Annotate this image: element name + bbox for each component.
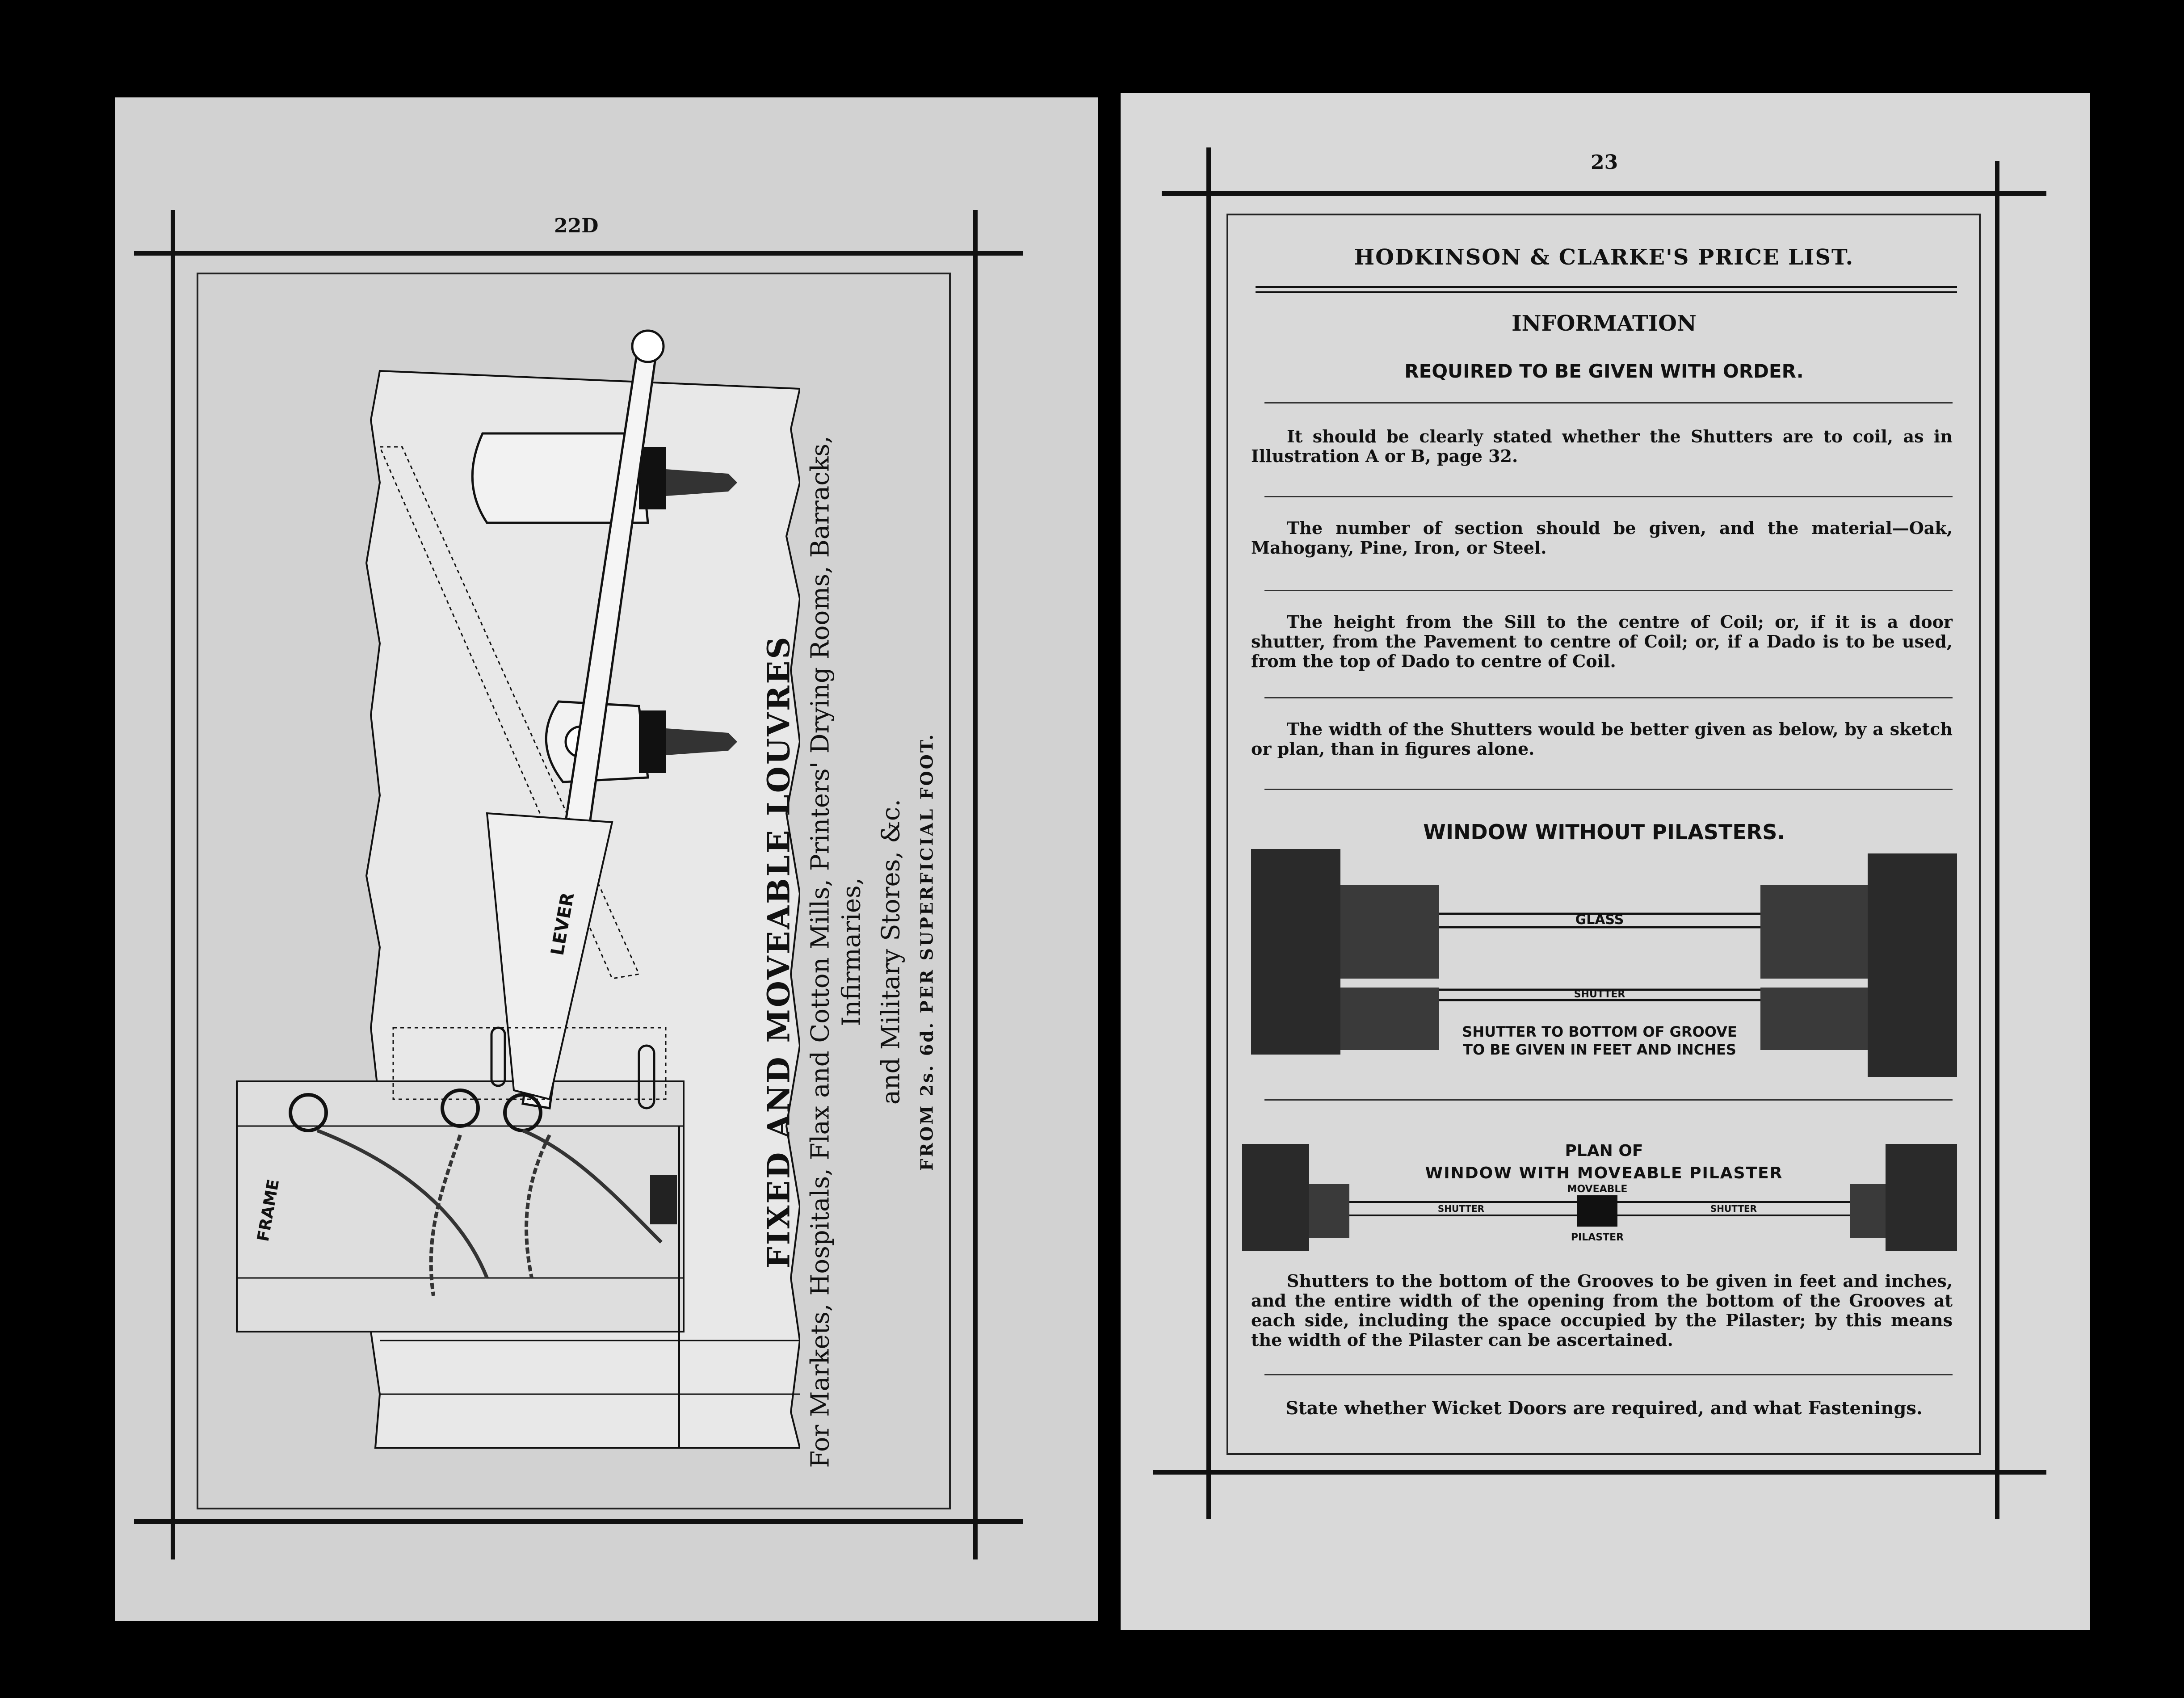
glass-label: GLASS [1575,912,1624,928]
separator [1264,590,1953,591]
separator [1264,402,1953,403]
separator [1264,496,1953,497]
louvre-description-1: For Markets, Hospitals, Flax and Cotton Mills, Printers' Drying Rooms, Barracks, Infirmaries, [806,436,866,1468]
price-list-header: HODKINSON & CLARKE'S PRICE LIST. [1354,245,1854,270]
frame-label: FRAME [254,1177,283,1243]
footer-note: State whether Wicket Doors are required, and what Fastenings. [1285,1398,1923,1419]
separator [1264,789,1953,790]
window-without-pilasters-diagram [1247,840,1961,1090]
louvre-illustration [210,313,800,1457]
section-title: INFORMATION [1512,311,1697,336]
louvre-price: FROM 2s. 6d. PER SUPERFICIAL FOOT. [916,732,937,1171]
bottom-rule [1153,1470,2046,1475]
header-double-rule [1256,286,1957,288]
pilaster-label: PILASTER [1571,1232,1624,1243]
header-double-rule [1256,291,1957,293]
separator [1264,1374,1953,1375]
shutter-label: SHUTTER [1574,989,1625,1000]
diagram1-caption-2: TO BE GIVEN IN FEET AND INCHES [1463,1041,1736,1058]
diagram2-title-2: WINDOW WITH MOVEABLE PILASTER [1425,1164,1783,1182]
left-rule [171,210,175,1559]
moveable-label: MOVEABLE [1567,1184,1628,1195]
louvre-heading: FIXED AND MOVEABLE LOUVRES [761,635,797,1269]
paragraph-3: The height from the Sill to the centre of Coil; or, if it is a door shutter, from the Pavement to centre of Coil; or, if a Dado is to be used, from the top of Dado to centre of Coil. [1251,612,1953,671]
louvre-caption [761,416,937,1488]
bottom-rule [134,1519,1023,1524]
left-rule [1206,147,1211,1519]
separator [1264,697,1953,698]
right-rule [1995,161,1999,1519]
page-number: 22D [554,214,599,237]
top-rule [134,251,1023,256]
paragraph-4: The width of the Shutters would be better given as below, by a sketch or plan, than in figures alone. [1251,719,1953,759]
section-subtitle: REQUIRED TO BE GIVEN WITH ORDER. [1404,360,1804,382]
shutter-label-right: SHUTTER [1710,1203,1757,1214]
window-with-moveable-pilaster-diagram [1238,1135,1961,1260]
louvre-description-2: and Military Stores, &c. [876,799,906,1105]
separator [1264,1099,1953,1101]
right-rule [973,210,978,1559]
diagram2-title-1: PLAN OF [1565,1142,1643,1160]
diagram1-title: WINDOW WITHOUT PILASTERS. [1423,820,1785,844]
paragraph-1: It should be clearly stated whether the Shutters are to coil, as in Illustration A or B, page 32. [1251,426,1953,466]
top-rule [1162,191,2046,196]
diagram1-caption-1: SHUTTER TO BOTTOM OF GROOVE [1462,1023,1737,1040]
lever-label: LEVER [547,891,579,957]
page-number: 23 [1591,151,1618,174]
paragraph-2: The number of section should be given, and the material—Oak, Mahogany, Pine, Iron, or Steel. [1251,518,1953,558]
closing-paragraph: Shutters to the bottom of the Grooves to be given in feet and inches, and the entire width of the opening from the bottom of the Grooves at each side, including the space occupied by the Pilaster; by this means the width of the Pilaster can be ascertained. [1251,1271,1953,1350]
shutter-label-left: SHUTTER [1437,1203,1485,1214]
